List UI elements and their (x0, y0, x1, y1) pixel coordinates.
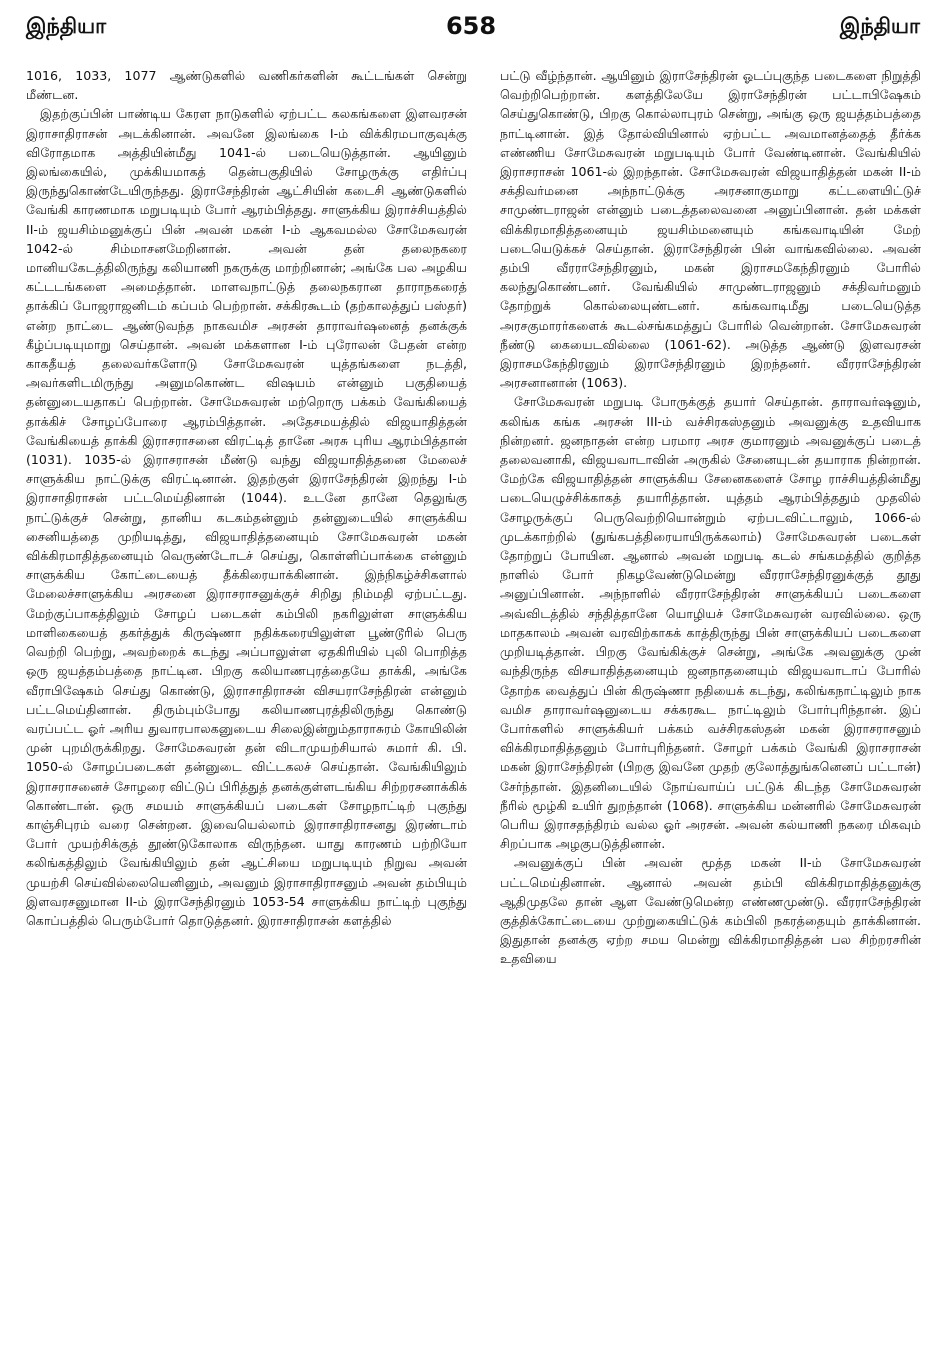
right-column (500, 66, 921, 1356)
paragraph: சோமேசுவரன் மறுபடி போருக்குத் தயார் செய்தான். தாராவர்ஷனும், கலிங்க கங்க அரசன் III-ம் வச்சிரகஸ்தனும் அவனுக்கு உதவியாக நின்றனர். ஜனநாதன் என்ற பரமார அரச குமாரனும் அவனுக்குப் படைத் தலைவனாகி, விஜயவாடாவின் அருகில் சேனையுடன் தயாராக நின்றான். மேற்கே விஜயாதித்தன் சாளுக்கிய சேனைகளைச் சோழ ராச்சியத்தின்மீது படையெழுச்சிக்காகத் தயாரித்தான். யுத்தம் ஆரம்பித்ததும் முதலில் சோழருக்குப் பெருவெற்றியொன்றும் ஏற்படவிட்டாலும், 1066-ல் முடக்காற்றில் (துங்கபத்திரையாயிருக்கலாம்) சோமேசுவரன் படைகள் தோற்றுப் போயின. ஆனால் அவன் மறுபடி கடல் சங்கமத்தில் குறித்த நாளில் போர் நிகழவேண்டுமென்று வீரராசேந்திரனுக்குத் தூது அனுப்பினான். அந்நாளில் வீரராசேந்திரன் சாளுக்கியப் படைகளை அவ்விடத்தில் சந்தித்தானே யொழியச் சோமேசுவரன் வரவில்லை. ஒரு மாதகாலம் அவன் வரவிற்காகக் காத்திருந்து பின் சாளுக்கியப் படைகளை முறியடித்தான். பிறகு வேங்கிக்குச் சென்று, அங்கே அவனுக்கு முன் வந்திருந்த விசயாதித்தனையும் ஜனநாதனையும் விஜயவாடாப் போரில் தோற்க வைத்துப் பின் கிருஷ்ணா நதியைக் கடந்து, கலிங்கநாட்டிலும் நாக வமிச தாராவர்ஷனுடைய சக்கரகூட நாட்டிலும் போர்புரிந்தான். இப் போர்களில் சாளுக்கியர் பக்கம் வச்சிரகஸ்தன் மகன் இராசராசனும் விக்கிரமாதித்தனும் போர்புரிந்தனர். சோழர் பக்கம் வேங்கி இராசராசன் மகன் இராசேந்திரன் (பிறகு இவனே முதற் குலோத்துங்கனெனப் பட்டான்) சேர்ந்தான். இதனிடையில் நோய்வாய்ப் பட்டுக் கிடந்த சோமேசுவரன் நீரில் மூழ்கி உயிர் துறந்தான் (1068). சாளுக்கிய மன்னரில் சோமேசுவரன் பெரிய இராசதந்திரம் வல்ல ஓர் அரசன். அவன் கல்யாணி நகரை மிகவும் சிறப்பாக அழகுபடுத்தினான். (500, 394, 921, 852)
page-header (0, 0, 942, 50)
paragraph: இதற்குப்பின் பாண்டிய கேரள நாடுகளில் ஏற்பட்ட கலகங்களை இளவரசன் இராசாதிராசன் அடக்கினான். அவனே இலங்கை I-ம் விக்கிரமபாகுவுக்கு விரோதமாக அத்தியின்மீது 1041-ல் படையெடுத்தான். ஆயினும் இலங்கையில், முக்கியமாகத் தென்பகுதியில் சோழருக்கு எதிர்ப்பு இருந்துகொண்டேயிருந்தது. இராசேந்திரன் ஆட்சியின் கடைசி ஆண்டுகளில் வேங்கி காரணமாக மறுபடியும் போர் ஆரம்பித்தது. சாளுக்கிய இராச்சியத்தில் II-ம் ஜயசிம்மனுக்குப் பின் அவன் மகன் I-ம் ஆகவமல்ல சோமேசுவரன் 1042-ல் சிம்மாசனமேறினான். அவன் தன் தலைநகரை மானியகேடத்திலிருந்து கலியாணி நகருக்கு மாற்றினான்; அங்கே பல அழகிய கட்டடங்களை அமைத்தான். மாளவநாட்டுத் தலைநகரான தாராநகரைத் தாக்கிப் போஜராஜனிடம் கப்பம் பெற்றான். சக்கிரகூடம் (தற்காலத்துப் பஸ்தர்) என்ற நாட்டை ஆண்டுவந்த நாகவமிச அரசன் தாராவர்ஷனைத் தனக்குக் கீழ்ப்படியுமாறு செய்தான். அவன் மக்களான I-ம் புரோலன் பேதன் என்ற காகதீயத் தலைவர்களோடு சோமேசுவரன் யுத்தங்களை நடத்தி, அவர்களிடமிருந்து அனுமகொண்ட விஷயம் என்னும் பகுதியைத் தன்னுடையதாகப் பெற்றான். சோமேசுவரன் மற்றொரு பக்கம் வேங்கியைத் தாக்கிச் சோழப்போரை ஆரம்பித்தான். அதேசமயத்தில் விஜயாதித்தன் வேங்கியைத் தாக்கி இராசராசனை விரட்டித் தானே அரசு புரிய ஆரம்பித்தான் (1031). 1035-ல் இராசராசன் மீண்டு வந்து விஜயாதித்தனை மேலைச் சாளுக்கிய நாட்டுக்கு விரட்டினான். இதற்குள் இராசேந்திரன் இறந்து I-ம் இராசாதிராசன் பட்டமெய்தினான் (1044). உடனே தானே தெலுங்கு நாட்டுக்குச் சென்று, தானிய கடகம்தன்னும் தன்னுடையில் சாளுக்கிய சைனியத்தை முறியடித்து, விஜயாதித்தனையும் சோமேசுவரன் மகன் விக்கிரமாதித்தனையும் வெருண்டோடச் செய்து, கொள்ளிப்பாக்கை என்னும் சாளுக்கிய கோட்டையைத் தீக்கிரையாக்கினான். இந்நிகழ்ச்சிகளால் மேலைச்சாளுக்கிய அரசனை இராசராசனுக்குச் சிறிது நிம்மதி ஏற்பட்டது. மேற்குப்பாகத்திலும் சோழப் படைகள் கம்பிலி நகரிலுள்ள சாளுக்கிய மாளிகையைத் தகர்த்துக் கிருஷ்ணா நதிக்கரையிலுள்ள பூண்டூரில் பெரு வெற்றி பெற்று, அவற்றைக் கடந்து அப்பாலுள்ள ஏதகிரியில் புலி பொறித்த ஒரு ஜயத்தம்பத்தை நாட்டின. பிறகு கலியாணபுரத்தையே தாக்கி, அங்கே வீராபிஷேகம் செய்து கொண்டு, இராசாதிராசன் விசயராசேந்திரன் என்னும் பட்டமெய்தினான். திரும்பும்போது கலியாணபுரத்திலிருந்து கொண்டு வரப்பட்ட ஓர் அரிய துவாரபாலகனுடைய சிலைஇன்றும்தாராசுரம் கோயிலின் முன் புறமிருக்கிறது. சோமேசுவரன் தன் விடாமுயற்சியால் சுமார் கி. பி. 1050-ல் சோழப்படைகள் தன்னுடை விட்டகலச் செய்தான். வேங்கியிலும் இராசராசனைச் சோழரை விட்டுப் பிரித்துத் தனக்குள்ளடங்கிய சிற்றரசனாக்கிக் கொண்டான். ஒரு சமயம் சாளுக்கியப் படைகள் சோழநாட்டிற் புகுந்து காஞ்சிபுரம் வரை சென்றன. இவையெல்லாம் இராசாதிராசனது இரண்டாம் போர் முயற்சிக்குத் தூண்டுகோலாக விருந்தன. யாது காரணம் பற்றியோ கலிங்கத்திலும் வேங்கியிலும் தன் ஆட்சியை மறுபடியும் நிறுவ அவன் முயற்சி செய்வில்லையெனினும், அவனும் இராசாதிராசனும் அவன் தம்பியும் இளவரசனுமான II-ம் இராசேந்திரனும் 1053-54 சாளுக்கிய நாட்டிற் புகுந்து கொப்பத்தில் பெரும்போர் தொடுத்தனர். இராசாதிராசன் களத்தில் (26, 106, 467, 928)
paragraph: 1016, 1033, 1077 ஆண்டுகளில் வணிகர்களின் கூட்டங்கள் சென்று மீண்டன. (26, 68, 467, 103)
running-title-right: இந்தியா (839, 14, 920, 38)
running-title-left: இந்தியா (26, 14, 107, 38)
page-number: 658 (445, 12, 497, 40)
paragraph: பட்டு வீழ்ந்தான். ஆயினும் இராசேந்திரன் ஓடப்புகுந்த படைகளை நிறுத்தி வெற்றிபெற்றான். களத்திலேயே இராசேந்திரன் பட்டாபிஷேகம் செய்துகொண்டு, பிறகு கொல்லாபுரம் சென்று, அங்கு ஒரு ஜயத்தம்பத்தை நாட்டினான். இத் தோல்வியினால் ஏற்பட்ட அவமானத்தைத் தீர்க்க எண்ணிய சோமேசுவரன் மறுபடியும் போர் வேண்டினான். வேங்கியில் இராசராசன் 1061-ல் இறந்தான். சோமேசுவரன் விஜயாதித்தன் மகன் II-ம் சக்திவர்மனை அந்நாட்டுக்கு அரசனாகுமாறு கட்டளையிட்டுச் சாமுண்டராஜன் என்னும் படைத்தலைவனை அனுப்பினான். தன் மக்கள் விக்கிரமாதித்தனையும் ஜயசிம்மனையும் கங்கவாடியின் மேற் படையெடுக்கச் செய்தான். இராசேந்திரன் பின் வாங்கவில்லை. அவன் தம்பி வீரராசேந்திரனும், மகன் இராசமகேந்திரனும் போரில் கலந்துகொண்டனர். வேங்கியில் சாமுண்டராஜனும் சக்திவர்மனும் தோற்றுக் கொல்லையுண்டனர். கங்கவாடிமீது படையெடுத்த அரசகுமாரர்களைக் கூடல்சங்கமத்துப் போரில் வென்றான். சோமேசுவரன் நீண்டு கையைடவில்லை (1061-62). அடுத்த ஆண்டு இளவரசன் இராசமகேந்திரனும் இராசேந்திரனும் இறந்தனர். வீரராசேந்திரன் அரசனானான் (1063). (500, 68, 921, 391)
paragraph: அவனுக்குப் பின் அவன் மூத்த மகன் II-ம் சோமேசுவரன் பட்டமெய்தினான். ஆனால் அவன் தம்பி விக்கிரமாதித்தனுக்கு ஆதிமுதலே தான் ஆள வேண்டுமென்ற எண்ணமுண்டு. வீரராசேந்திரன் குத்திக்கோட்டையை முற்றுகையிட்டுக் கம்பிலி நகரத்தையும் தாக்கினான். இதுதான் தனக்கு ஏற்ற சமய மென்று விக்கிரமாதித்தன் பல சிற்றரசரின் உதவியை (500, 855, 921, 967)
left-column (26, 66, 467, 1356)
